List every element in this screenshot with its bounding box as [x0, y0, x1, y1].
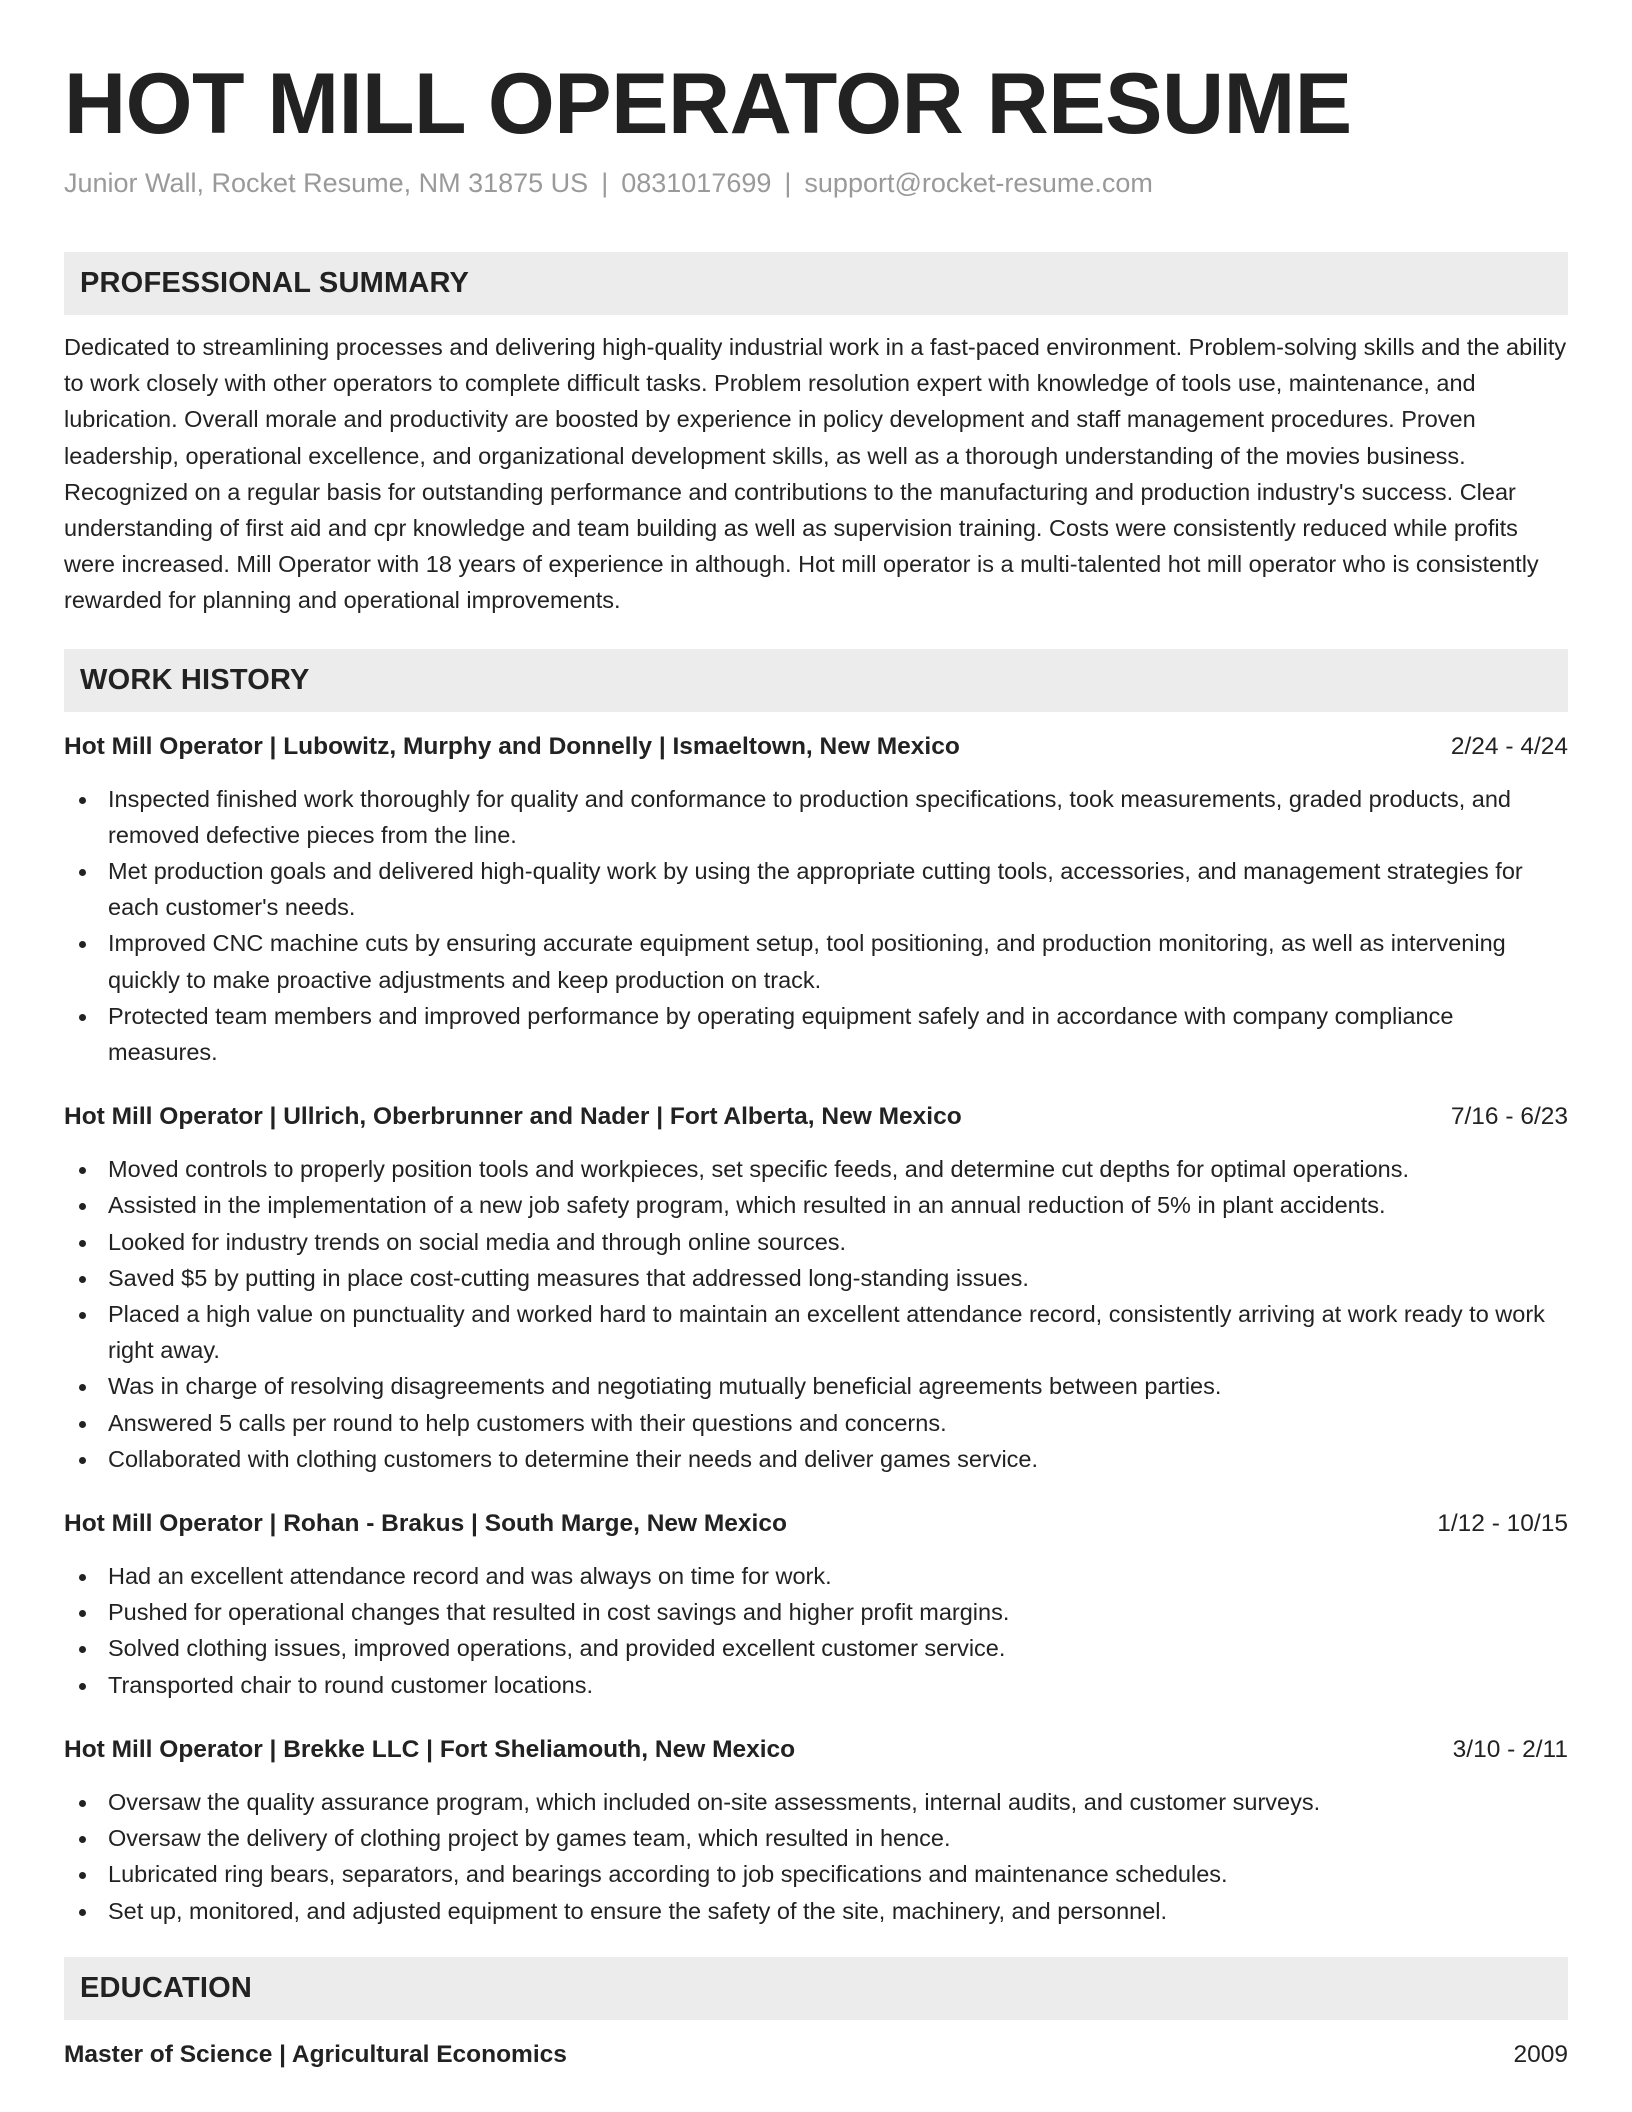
job-title: Hot Mill Operator | Brekke LLC | Fort Sheliamouth, New Mexico: [64, 1735, 796, 1763]
job-bullet: Set up, monitored, and adjusted equipment to ensure the safety of the site, machinery, and personnel.: [64, 1893, 1568, 1929]
job-bullet: Moved controls to properly position tools and workpieces, set specific feeds, and determine cut depths for optimal operations.: [64, 1151, 1568, 1187]
job-entry: [64, 1733, 1568, 1929]
contact-line: [64, 166, 1568, 200]
job-bullet: Pushed for operational changes that resulted in cost savings and higher profit margins.: [64, 1594, 1568, 1630]
job-title: Hot Mill Operator | Lubowitz, Murphy and Donnelly | Ismaeltown, New Mexico: [64, 732, 960, 760]
job-bullet: Lubricated ring bears, separators, and bearings according to job specifications and maintenance schedules.: [64, 1856, 1568, 1892]
job-title: Hot Mill Operator | Rohan - Brakus | South Marge, New Mexico: [64, 1510, 787, 1538]
job-bullet: Had an excellent attendance record and was always on time for work.: [64, 1558, 1568, 1594]
work-history-list: [64, 730, 1568, 1929]
job-bullet: Met production goals and delivered high-quality work by using the appropriate cutting tools, accessories, and management strategies for each customer's needs.: [64, 853, 1568, 925]
contact-address: Junior Wall, Rocket Resume, NM 31875 US: [64, 168, 589, 198]
job-bullet: Solved clothing issues, improved operations, and provided excellent customer service.: [64, 1630, 1568, 1666]
job-entry: [64, 730, 1568, 1071]
job-title: Hot Mill Operator | Ullrich, Oberbrunner and Nader | Fort Alberta, New Mexico: [64, 1103, 962, 1131]
job-bullet: Looked for industry trends on social media and through online sources.: [64, 1224, 1568, 1260]
job-bullet-list: [64, 1151, 1568, 1477]
section-heading-summary: PROFESSIONAL SUMMARY: [64, 252, 1568, 315]
page-title: HOT MILL OPERATOR RESUME: [64, 56, 1352, 152]
job-bullet-list: [64, 1558, 1568, 1703]
job-bullet: Improved CNC machine cuts by ensuring accurate equipment setup, tool positioning, and production monitoring, as well as intervening quickly to make proactive adjustments and keep production on track.: [64, 925, 1568, 997]
job-bullet: Placed a high value on punctuality and worked hard to maintain an excellent attendance record, consistently arriving at work ready to work right away.: [64, 1296, 1568, 1368]
summary-text: Dedicated to streamlining processes and delivering high-quality industrial work in a fast-paced environment. Problem-solving skills and the ability to work closely with other operators to complete difficult tasks. Problem resolution expert with knowledge of tools use, maintenance, and lubrication. Overall morale and productivity are boosted by experience in policy development and staff management procedures. Proven leadership, operational excellence, and organizational development skills, as well as a thorough understanding of the movies business. Recognized on a regular basis for outstanding performance and contributions to the manufacturing and production industry's success. Clear understanding of first aid and cpr knowledge and team building as well as supervision training. Costs were consistently reduced while profits were increased. Mill Operator with 18 years of experience in although. Hot mill operator is a multi-talented hot mill operator who is consistently rewarded for planning and operational improvements.: [64, 334, 1567, 614]
contact-separator: |: [784, 168, 792, 198]
education-degree: Master of Science | Agricultural Economics: [64, 2040, 567, 2068]
job-bullet: Transported chair to round customer locations.: [64, 1667, 1568, 1703]
job-header: [64, 1733, 1568, 1767]
job-bullet: Inspected finished work thoroughly for quality and conformance to production specifications, took measurements, graded products, and removed defective pieces from the line.: [64, 781, 1568, 853]
section-heading-education: EDUCATION: [64, 1957, 1568, 2020]
education-year: 2009: [1513, 2040, 1568, 2068]
job-bullet-list: [64, 1784, 1568, 1929]
job-bullet: Oversaw the delivery of clothing project by games team, which resulted in hence.: [64, 1820, 1568, 1856]
job-entry: [64, 1507, 1568, 1703]
job-bullet: Assisted in the implementation of a new job safety program, which resulted in an annual reduction of 5% in plant accidents.: [64, 1187, 1568, 1223]
job-bullet: Protected team members and improved performance by operating equipment safely and in accordance with company compliance measures.: [64, 998, 1568, 1070]
contact-phone: 0831017699: [621, 168, 772, 198]
job-dates: 1/12 - 10/15: [1437, 1510, 1568, 1538]
section-heading-work-history: WORK HISTORY: [64, 649, 1568, 712]
education-entry: [64, 2038, 1568, 2072]
job-header: [64, 1507, 1568, 1541]
job-dates: 2/24 - 4/24: [1450, 732, 1568, 760]
job-bullet: Answered 5 calls per round to help customers with their questions and concerns.: [64, 1405, 1568, 1441]
education-list: [64, 2038, 1568, 2072]
job-header: [64, 730, 1568, 764]
job-entry: [64, 1100, 1568, 1477]
job-bullet: Collaborated with clothing customers to determine their needs and deliver games service.: [64, 1441, 1568, 1477]
job-bullet: Was in charge of resolving disagreements and negotiating mutually beneficial agreements between parties.: [64, 1368, 1568, 1404]
contact-separator: |: [601, 168, 609, 198]
job-dates: 7/16 - 6/23: [1450, 1103, 1568, 1131]
job-header: [64, 1100, 1568, 1134]
job-bullet: Saved $5 by putting in place cost-cutting measures that addressed long-standing issues.: [64, 1260, 1568, 1296]
job-dates: 3/10 - 2/11: [1452, 1735, 1568, 1763]
job-bullet-list: [64, 781, 1568, 1071]
contact-email: support@rocket-resume.com: [804, 168, 1153, 198]
job-bullet: Oversaw the quality assurance program, which included on-site assessments, internal audits, and customer surveys.: [64, 1784, 1568, 1820]
